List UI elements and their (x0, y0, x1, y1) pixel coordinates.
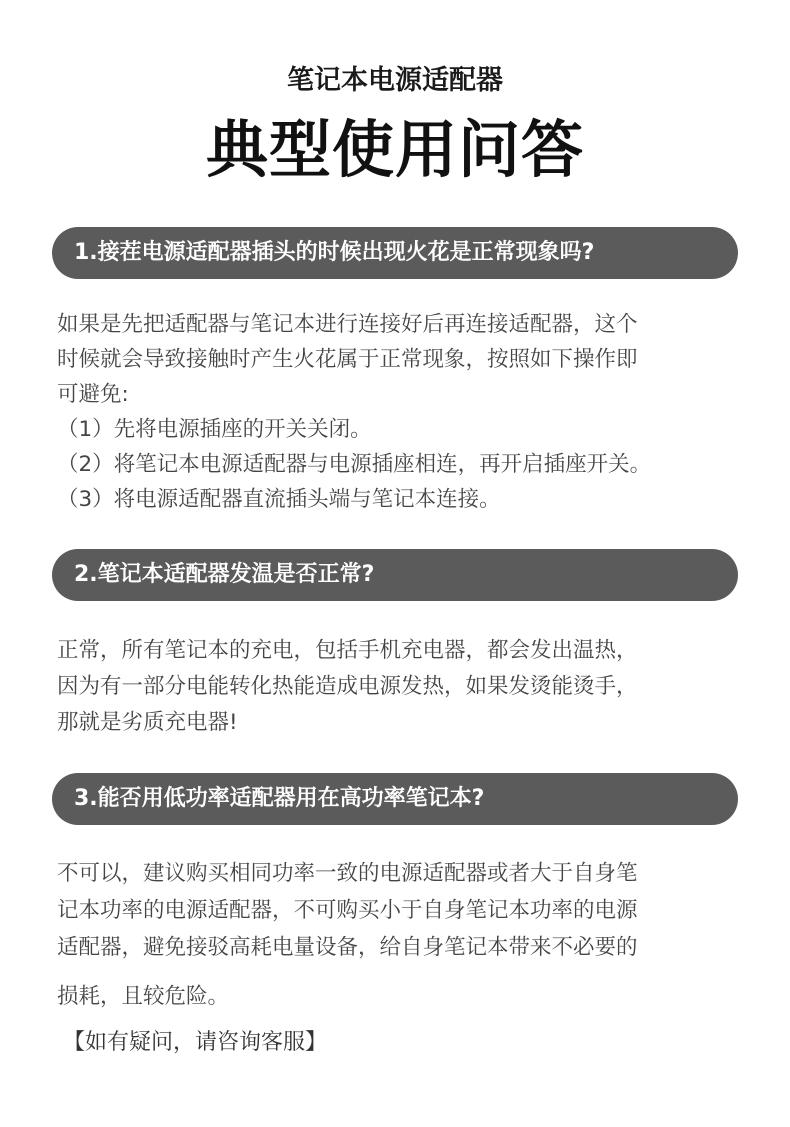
answer-line: 因为有一部分电能转化热能造成电源发热，如果发烫能烫手， (57, 674, 638, 699)
answer-line: 可避免: (57, 382, 129, 407)
page-subtitle: 笔记本电源适配器 (287, 65, 503, 96)
answer-step: （1）先将电源插座的开关关闭。 (57, 417, 372, 442)
answer-line: 时候就会导致接触时产生火花属于正常现象，按照如下操作即 (57, 347, 638, 372)
answer-line: 适配器，避免接驳高耗电量设备，给自身笔记本带来不必要的 (57, 935, 638, 960)
answer-step: （3）将电源适配器直流插头端与笔记本连接。 (57, 487, 501, 512)
answer-line: 记本功率的电源适配器，不可购买小于自身笔记本功率的电源 (57, 898, 638, 923)
faq-question-2: 2.笔记本适配器发温是否正常? (52, 549, 738, 601)
faq-answer-1 (57, 307, 747, 517)
answer-step: （2）将笔记本电源适配器与电源插座相连，再开启插座开关。 (57, 452, 652, 477)
page-title: 典型使用问答 (205, 113, 584, 186)
answer-line: 如果是先把适配器与笔记本进行连接好后再连接适配器，这个 (57, 312, 638, 337)
faq-question-3: 3.能否用低功率适配器用在高功率笔记本? (52, 773, 738, 825)
answer-line: 那就是劣质充电器! (57, 710, 238, 735)
faq-question-1: 1.接茬电源适配器插头的时候出现火花是正常现象吗? (52, 227, 738, 279)
answer-line: 正常，所有笔记本的充电，包括手机充电器，都会发出温热， (57, 638, 638, 663)
customer-service-note: 【如有疑问，请咨询客服】 (63, 1030, 328, 1055)
answer-line: 不可以，建议购买相同功率一致的电源适配器或者大于自身笔 (57, 861, 638, 886)
faq-answer-3 (57, 855, 747, 1015)
answer-line: 损耗，且较危险。 (57, 984, 230, 1009)
faq-answer-2 (57, 633, 747, 741)
